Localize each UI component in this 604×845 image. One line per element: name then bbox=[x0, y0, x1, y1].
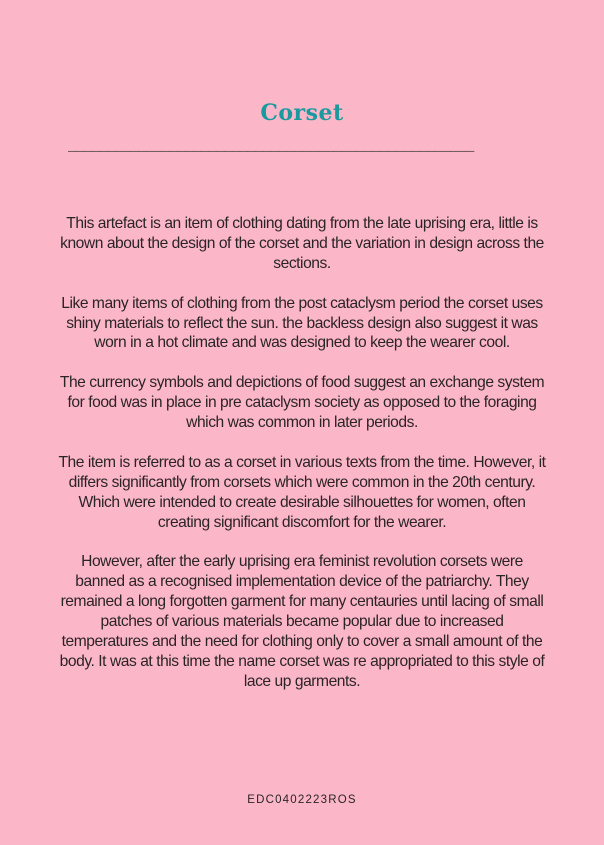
paragraph-1: This artefact is an item of clothing dating from the late uprising era, little is known about the design of the corset and the variation in design across the sections. bbox=[60, 215, 544, 272]
body-text bbox=[58, 214, 546, 712]
title-underline-rule: ____________________________________________________ bbox=[68, 140, 474, 154]
paragraph-5: However, after the early uprising era feminist revolution corsets were banned as a recognised implementation device of the patriarchy. They remained a long forgotten garment for many centauries until lacing of small patches of various materials became popular due to increased temperatures and the need for clothing only to cover a small amount of the body. It was at this time the name corset was re appropriated to this style of lace up garments. bbox=[59, 553, 545, 690]
reference-code: EDC0402223ROS bbox=[247, 794, 357, 806]
paragraph-4: The item is referred to as a corset in various texts from the time. However, it differs significantly from corsets which were common in the 20th century. Which were intended to create desirable silhouettes for women, often creating significant discomfort for the wearer. bbox=[58, 453, 546, 531]
paragraph-3: The currency symbols and depictions of food suggest an exchange system for food was in place in pre cataclysm society as opposed to the foraging which was common in later periods. bbox=[59, 374, 545, 432]
paragraph-2: Like many items of clothing from the post cataclysm period the corset uses shiny materials to reflect the sun. the backless design also suggest it was worn in a hot climate and was designed to keep the wearer cool. bbox=[61, 294, 543, 352]
page-title: Corset bbox=[260, 100, 344, 126]
